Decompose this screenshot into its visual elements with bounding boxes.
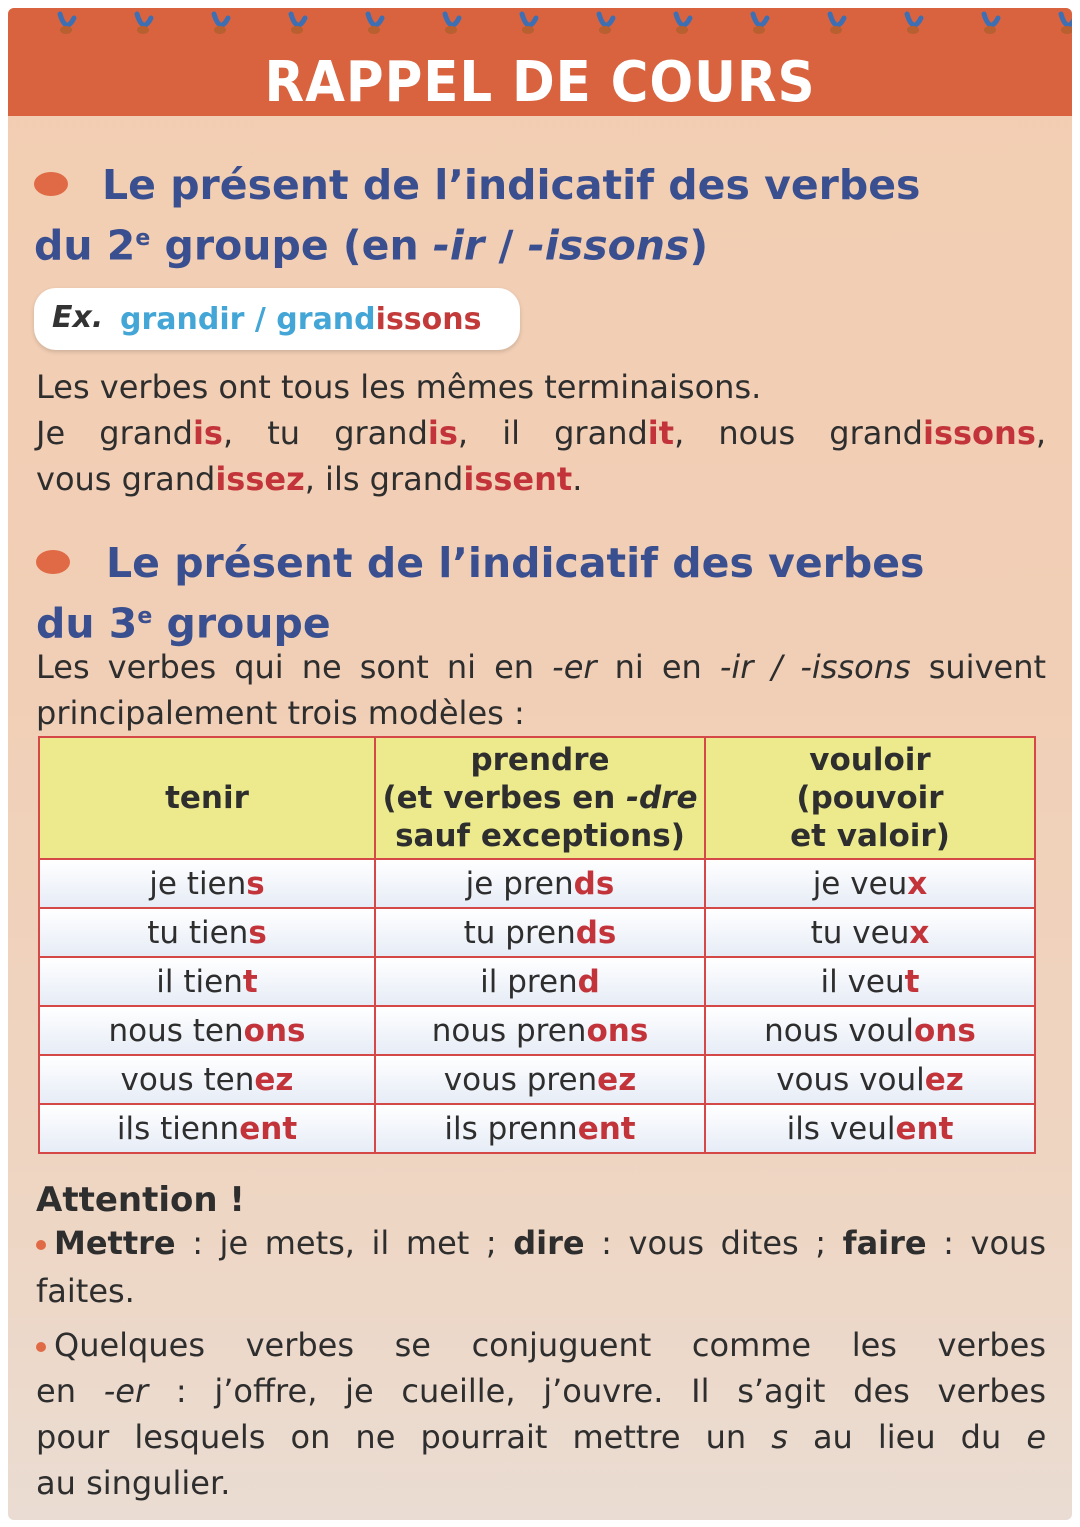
bullet-dot-icon [36,1240,46,1250]
conjugation-table [38,736,1036,1154]
header-banner [8,8,1072,116]
page-title: RAPPEL DE COURS [264,50,816,115]
conjugation-cell: nous voulons [705,1006,1035,1055]
spiral-ring-icon [672,10,694,36]
attention-title: Attention ! [36,1180,245,1220]
bullet-dot-icon [36,1342,46,1352]
attention-bullet2-line1: Quelques verbes se conjuguent comme les verbes [36,1322,1046,1368]
spiral-ring-icon [133,10,155,36]
conjugation-cell: vous prenez [375,1055,705,1104]
attention-bullet2-line3: pour lesquels on ne pourrait mettre un s au lieu du e [36,1418,1047,1456]
table-row [39,1055,1035,1104]
table-row [39,859,1035,908]
conjugation-cell: ils prennent [375,1104,705,1153]
section2-title-line2: du 3e groupe [36,599,331,648]
spiral-ring-icon [1057,10,1072,36]
section-bullet-icon [34,172,68,196]
table-row [39,957,1035,1006]
conjugation-cell: tu veux [705,908,1035,957]
spiral-ring-icon [595,10,617,36]
table-header-row [39,737,1035,859]
spiral-ring-icon [826,10,848,36]
conjugation-cell: tu prends [375,908,705,957]
attention-bullet2-line4: au singulier. [36,1464,231,1502]
conjugation-cell: il prend [375,957,705,1006]
lesson-card [8,8,1072,1520]
section2-intro-line2: principalement trois modèles : [36,694,525,732]
conjugation-cell: je prends [375,859,705,908]
conjugation-cell: ils tiennent [39,1104,375,1153]
conjugation-cell: nous prenons [375,1006,705,1055]
conjugation-cell: ils veulent [705,1104,1035,1153]
spiral-ring-icon [518,10,540,36]
spiral-ring-icon [364,10,386,36]
section2-title-line1: Le présent de l’indicatif des verbes [106,539,925,587]
example-label: Ex. [52,300,104,335]
attention-bullet1-line2: faites. [36,1272,135,1310]
spiral-ring-icon [749,10,771,36]
spiral-binding [8,8,1072,48]
conjugation-cell: je veux [705,859,1035,908]
table-row [39,1006,1035,1055]
column-header-vouloir: vouloir (pouvoir et valoir) [705,737,1035,859]
conjugation-cell: il veut [705,957,1035,1006]
section1-conjugation-line1: Je grandis, tu grandis, il grandit, nous grandissons, [36,414,1047,452]
table-row [39,908,1035,957]
attention-bullet2-line2: en -er : j’offre, je cueille, j’ouvre. Il s’agit des verbes [36,1372,1047,1410]
section-bullet-icon [36,550,70,574]
spiral-ring-icon [903,10,925,36]
section2-intro-line1: Les verbes qui ne sont ni en -er ni en -ir / -issons suivent [36,648,1047,686]
column-header-tenir: tenir [39,737,375,859]
conjugation-cell: vous voulez [705,1055,1035,1104]
example-box [34,288,520,350]
column-header-prendre: prendre (et verbes en -dre sauf exceptions) [375,737,705,859]
section1-title-line1: Le présent de l’indicatif des verbes [102,161,921,209]
section1-conjugation-line2: vous grandissez, ils grandissent. [36,460,583,498]
section1-rule-text: Les verbes ont tous les mêmes terminaisons. [36,368,762,406]
conjugation-cell: nous tenons [39,1006,375,1055]
example-verbs: grandir / grandissons [120,302,482,337]
spiral-ring-icon [56,10,78,36]
section1-title-line2: du 2e groupe (en -ir / -issons) [34,221,709,270]
attention-bullet1-line1: Mettre : je mets, il met ; dire : vous dites ; faire : vous [36,1220,1046,1266]
conjugation-cell: vous tenez [39,1055,375,1104]
spiral-ring-icon [441,10,463,36]
spiral-ring-icon [210,10,232,36]
conjugation-cell: je tiens [39,859,375,908]
conjugation-cell: il tient [39,957,375,1006]
spiral-ring-icon [287,10,309,36]
table-row [39,1104,1035,1153]
conjugation-cell: tu tiens [39,908,375,957]
spiral-ring-icon [980,10,1002,36]
